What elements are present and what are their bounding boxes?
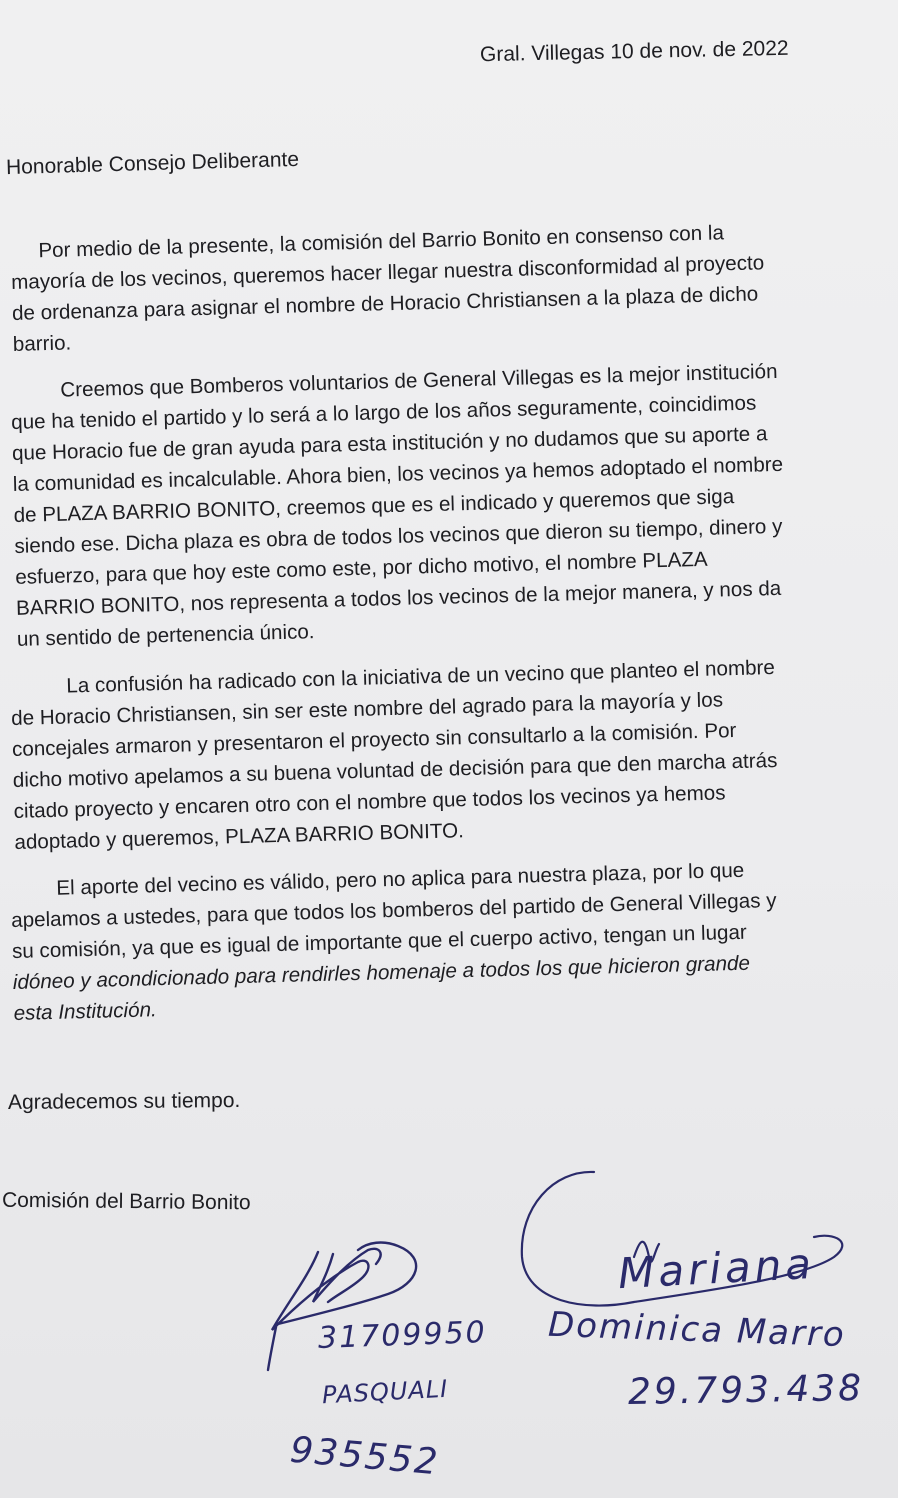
paragraph-line: BARRIO BONITO, nos representa a todos los vecinos de la mejor manera, y nos da (15, 576, 782, 620)
paragraph-line: El aporte del vecino es válido, pero no aplica para nuestra plaza, por lo que (56, 858, 745, 900)
paragraph-line: que Horacio fue de gran ayuda para esta institución y no dudamos que su aporte a (11, 422, 768, 465)
paragraph-line: un sentido de pertenencia único. (16, 620, 315, 651)
paragraph-line: que ha tenido el partido y lo será a lo largo de los años seguramente, coincidimos (10, 391, 757, 434)
paragraph-line: dicho motivo apelamos a su buena voluntad de decisión para que den marcha atrás (12, 748, 778, 792)
paragraph-line: Creemos que Bomberos voluntarios de General Villegas es la mejor institución (60, 359, 778, 402)
paragraph-line: Por medio de la presente, la comisión del Barrio Bonito en consenso con la (38, 221, 725, 263)
paragraph-line: de ordenanza para asignar el nombre de Horacio Christiansen a la plaza de dicho (11, 282, 759, 325)
paragraph-line: esfuerzo, para que hoy este como este, por dicho motivo, el nombre PLAZA (14, 547, 708, 589)
paragraph-line: adoptado y queremos, PLAZA BARRIO BONITO. (14, 819, 465, 854)
closing-line: Agradecemos su tiempo. (7, 1088, 241, 1115)
paragraph-line: la comunidad es incalculable. Ahora bien, los vecinos ya hemos adoptado el nombre (12, 452, 784, 496)
handwritten-number-3: 29.793.438 (627, 1367, 865, 1414)
handwritten-name: PASQUALI (321, 1374, 449, 1410)
paragraph-3 (10, 649, 877, 858)
letter-date: Gral. Villegas 10 de nov. de 2022 (479, 36, 789, 67)
signatory-name: Comisión del Barrio Bonito (1, 1188, 251, 1215)
letter-recipient: Honorable Consejo Deliberante (5, 147, 300, 180)
signature-right-word-2: Dominica Marro (547, 1304, 847, 1356)
paragraph-line: siendo ese. Dicha plaza es obra de todos los vecinos que dieron su tiempo, dinero y (14, 514, 783, 558)
paragraph-line: de PLAZA BARRIO BONITO, creemos que es el indicado y queremos que siga (13, 485, 735, 527)
paragraph-1 (10, 213, 875, 360)
paragraph-line: su comisión, ya que es igual de importante que el cuerpo activo, tengan un lugar (11, 920, 748, 963)
paragraph-line: mayoría de los vecinos, queremos hacer llegar nuestra disconformidad al proyecto (10, 251, 765, 294)
paragraph-line: concejales armaron y presentaron el proyecto sin consultarlo a la comisión. Por (11, 719, 737, 761)
handwritten-number-2: 935552 (288, 1429, 441, 1484)
paragraph-line: apelamos a ustedes, para que todos los bomberos del partido de General Villegas y (10, 888, 777, 932)
handwritten-number-1: 31709950 (317, 1315, 488, 1356)
paragraph-line: de Horacio Christiansen, sin ser este nombre del agrado para la mayoría y los (10, 688, 724, 730)
paragraph-line: citado proyecto y encaren otro con el nombre que todos los vecinos ya hemos (13, 781, 726, 823)
paragraph-2 (10, 353, 879, 654)
paragraph-line: idóneo y acondicionado para rendirles homenaje a todos los que hicieron grande (12, 951, 751, 994)
signature-right-word-1: Mariana (616, 1238, 817, 1299)
paragraph-4 (10, 851, 876, 1029)
paragraph-line: esta Institución. (13, 998, 157, 1025)
paragraph-line: La confusión ha radicado con la iniciativa de un vecino que planteo el nombre (66, 655, 776, 698)
paragraph-line: barrio. (12, 331, 72, 356)
